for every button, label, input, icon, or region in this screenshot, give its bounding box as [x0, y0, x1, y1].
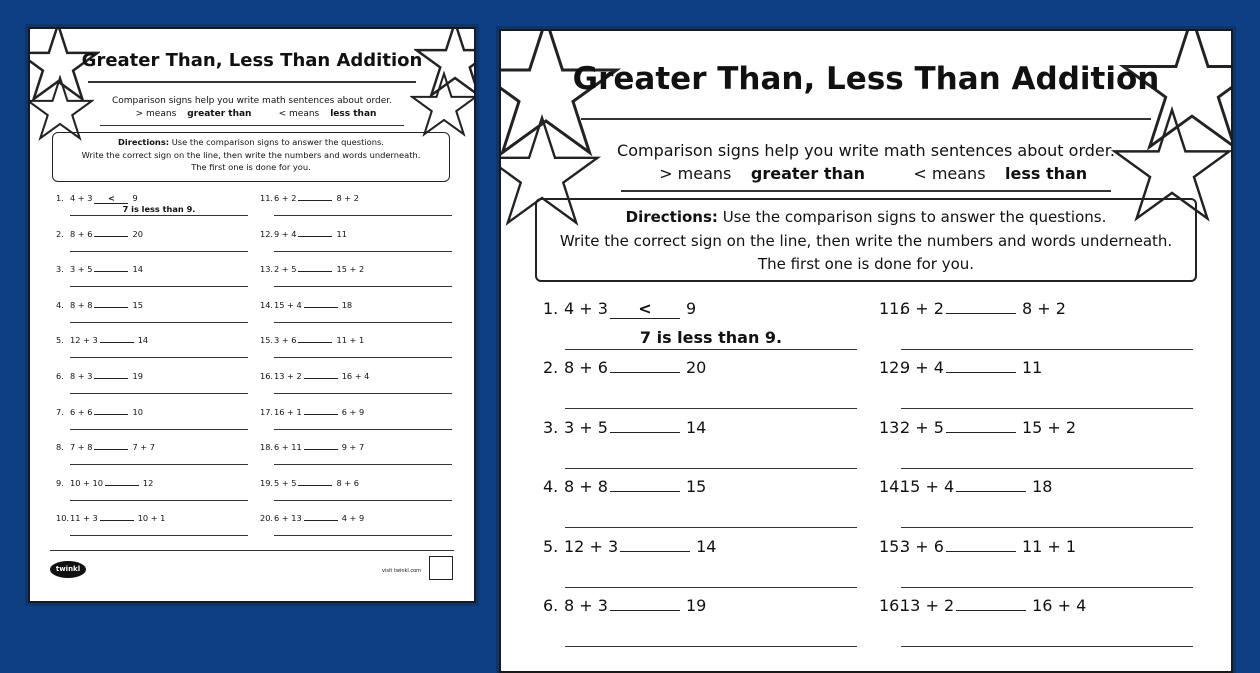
right-expression: 16 + 4 [341, 371, 370, 381]
left-expression: 11 + 3 [70, 513, 98, 524]
right-expression: 10 [132, 406, 143, 417]
question-7 [56, 407, 143, 417]
right-expression: 8 + 2 [336, 193, 359, 203]
left-expression: 6 + 6 [70, 406, 93, 417]
question-number: 14. [879, 477, 905, 497]
answer-line[interactable] [565, 349, 857, 350]
left-expression: 3 + 5 [564, 417, 608, 437]
left-expression: 15 + 4 [900, 477, 955, 497]
intro-text: Comparison signs help you write math sentences about order. > means greater than < means less than [111, 96, 393, 119]
question-13 [879, 418, 1076, 437]
left-expression: 8 + 3 [564, 596, 608, 615]
sign-blank[interactable] [610, 610, 680, 611]
left-expression: 2 + 5 [900, 417, 944, 437]
sign-blank[interactable] [94, 307, 128, 308]
right-expression: 20 [685, 358, 707, 378]
left-expression: 6 + 2 [900, 299, 944, 318]
sign-blank[interactable] [610, 491, 680, 492]
question-number: 1. [543, 299, 559, 318]
answer-line[interactable] [274, 500, 452, 501]
answer-line[interactable] [565, 408, 857, 409]
question-15 [260, 335, 364, 345]
question-number: 1. [56, 193, 64, 203]
sign-blank[interactable] [105, 485, 139, 486]
right-expression: 14 [696, 536, 717, 556]
question-16 [260, 371, 369, 381]
footer-url: visit twinkl.com [382, 568, 422, 574]
answer-line[interactable] [70, 215, 248, 216]
answer-line[interactable] [901, 587, 1193, 588]
sign-blank[interactable] [956, 491, 1026, 492]
sign-blank[interactable]: < [94, 193, 128, 204]
right-expression: 14 [685, 417, 707, 437]
left-expression: 3 + 6 [900, 536, 944, 556]
question-9 [56, 478, 153, 488]
directions-box: Directions: Use the comparison signs to answer the questions. Write the correct sign on the line, then write the numbers and words underneath. The first one is done for you. [535, 198, 1197, 282]
question-6 [56, 371, 143, 381]
question-number: 20. [260, 513, 274, 524]
right-expression: 9 + 7 [341, 442, 365, 453]
question-number: 11. [260, 193, 274, 203]
answer-line[interactable] [274, 215, 452, 216]
left-expression: 12 + 3 [564, 536, 619, 556]
question-14 [260, 300, 352, 310]
left-expression: 9 + 4 [274, 228, 297, 239]
answer-line[interactable] [70, 464, 248, 465]
page-title: Greater Than, Less Than Addition [81, 50, 423, 71]
sign-blank[interactable] [610, 432, 680, 433]
divider [100, 125, 404, 126]
left-expression: 8 + 8 [564, 477, 608, 497]
answer-line[interactable] [565, 468, 857, 469]
worksheet-zoomed [499, 29, 1233, 673]
question-15 [879, 537, 1076, 556]
answer-line[interactable] [901, 527, 1193, 528]
sign-blank[interactable] [946, 432, 1016, 433]
sign-blank[interactable] [298, 485, 332, 486]
sign-blank[interactable] [304, 520, 338, 521]
sign-blank[interactable] [956, 610, 1026, 611]
question-number: 3. [543, 417, 559, 437]
divider [581, 118, 1151, 120]
question-number: 15. [879, 536, 905, 556]
question-13 [260, 264, 364, 274]
question-number: 8. [56, 442, 64, 453]
right-expression: 18 [1032, 477, 1053, 497]
left-expression: 6 + 11 [274, 442, 302, 453]
right-expression: 15 [685, 477, 707, 497]
answer-line[interactable] [70, 322, 248, 323]
right-expression: 10 + 1 [137, 513, 166, 524]
left-expression: 6 + 2 [274, 193, 297, 203]
question-number: 18. [260, 442, 274, 453]
left-expression: 6 + 13 [274, 513, 302, 524]
sign-blank[interactable] [94, 449, 128, 450]
question-17 [260, 407, 364, 417]
divider [88, 81, 416, 83]
sign-blank[interactable] [304, 307, 338, 308]
sign-blank[interactable] [946, 551, 1016, 552]
question-11 [879, 299, 1066, 318]
question-number: 10. [56, 513, 70, 524]
answer-line[interactable] [70, 286, 248, 287]
left-expression: 13 + 2 [274, 371, 302, 381]
right-expression: 19 [685, 596, 707, 615]
question-number: 2. [543, 358, 559, 378]
right-expression: 15 + 2 [336, 264, 365, 275]
right-expression: 15 [132, 299, 143, 310]
question-number: 6. [56, 371, 64, 381]
answer-line[interactable] [565, 587, 857, 588]
sign-blank[interactable] [304, 414, 338, 415]
right-expression: 14 [137, 335, 149, 346]
right-expression: 11 + 1 [336, 335, 365, 346]
example-answer: 7 is less than 9. [122, 204, 196, 214]
sign-blank[interactable] [298, 342, 332, 343]
right-expression: 14 [132, 264, 143, 275]
question-3 [56, 264, 143, 274]
answer-line[interactable] [901, 468, 1193, 469]
question-number: 2. [56, 228, 64, 239]
question-14 [879, 477, 1052, 496]
sign-blank[interactable] [298, 200, 332, 201]
left-expression: 13 + 2 [900, 596, 955, 615]
left-expression: 7 + 8 [70, 442, 93, 453]
sign-blank[interactable] [94, 271, 128, 272]
question-number: 3. [56, 264, 64, 275]
answer-line[interactable] [274, 357, 452, 358]
question-number: 4. [56, 299, 64, 310]
right-expression: 18 [341, 299, 353, 310]
sign-blank[interactable] [610, 372, 680, 373]
left-expression: 5 + 5 [274, 477, 297, 488]
twinkl-logo: twinkl [50, 561, 86, 578]
left-expression: 4 + 3 [70, 193, 93, 203]
question-4 [543, 477, 706, 496]
sign-blank[interactable] [100, 342, 134, 343]
worksheet-thumbnail [28, 27, 476, 603]
answer-line[interactable] [70, 500, 248, 501]
sign-blank[interactable]: < [610, 299, 680, 319]
question-number: 6. [543, 596, 559, 615]
question-number: 7. [56, 406, 64, 417]
question-10 [56, 513, 165, 523]
question-number: 19. [260, 477, 274, 488]
question-5 [56, 335, 148, 345]
right-expression: 8 + 6 [336, 477, 359, 488]
answer-line[interactable] [70, 251, 248, 252]
right-expression: 7 + 7 [132, 442, 155, 453]
answer-line[interactable] [70, 357, 248, 358]
right-expression: 8 + 2 [1021, 299, 1066, 318]
question-20 [260, 513, 364, 523]
question-2 [56, 229, 143, 239]
question-1 [543, 299, 696, 319]
answer-line[interactable] [565, 527, 857, 528]
divider [50, 550, 454, 551]
sign-blank[interactable] [946, 372, 1016, 373]
left-expression: 2 + 5 [274, 264, 297, 275]
question-11 [260, 193, 359, 203]
question-number: 17. [260, 406, 274, 417]
left-expression: 8 + 3 [70, 371, 93, 381]
answer-line[interactable] [70, 393, 248, 394]
right-expression: 15 + 2 [1021, 417, 1077, 437]
intro-text: Comparison signs help you write math sentences about order. > means greater than < means less than [617, 141, 1115, 183]
answer-line[interactable] [274, 429, 452, 430]
left-expression: 4 + 3 [564, 299, 608, 318]
sign-blank[interactable] [298, 271, 332, 272]
answer-line[interactable] [274, 322, 452, 323]
sign-blank[interactable] [304, 378, 338, 379]
sign-blank[interactable] [100, 520, 134, 521]
question-number: 5. [543, 536, 559, 556]
question-number: 13. [879, 417, 905, 437]
question-number: 4. [543, 477, 559, 497]
right-expression: 19 [132, 371, 143, 381]
question-number: 11. [879, 299, 905, 318]
answer-line[interactable] [901, 646, 1193, 647]
answer-line[interactable] [70, 535, 248, 536]
question-16 [879, 596, 1086, 615]
question-12 [879, 358, 1042, 377]
question-number: 13. [260, 264, 274, 275]
right-expression: 6 + 9 [341, 406, 365, 417]
directions-box: Directions: Use the comparison signs to answer the questions. Write the correct sign on the line, then write the numbers and words underneath. The first one is done for you. [52, 132, 450, 182]
question-number: 5. [56, 335, 64, 346]
left-expression: 16 + 1 [274, 406, 302, 417]
badge-icon [429, 556, 453, 580]
right-expression: 20 [132, 228, 143, 239]
right-expression: 9 [132, 193, 138, 203]
question-18 [260, 442, 364, 452]
right-expression: 9 [685, 299, 697, 318]
right-expression: 11 [336, 228, 347, 239]
right-expression: 11 [1021, 358, 1043, 378]
answer-line[interactable] [274, 286, 452, 287]
question-number: 15. [260, 335, 274, 346]
left-expression: 9 + 4 [900, 358, 944, 378]
sign-blank[interactable] [298, 236, 332, 237]
example-answer: 7 is less than 9. [639, 328, 783, 347]
question-number: 14. [260, 299, 274, 310]
left-expression: 8 + 6 [564, 358, 608, 378]
right-expression: 11 + 1 [1021, 536, 1077, 556]
divider [621, 190, 1111, 192]
question-number: 9. [56, 477, 64, 488]
sign-blank[interactable] [304, 449, 338, 450]
question-8 [56, 442, 155, 452]
page-title: Greater Than, Less Than Addition [572, 61, 1160, 97]
right-expression: 4 + 9 [341, 513, 365, 524]
question-number: 16. [260, 371, 274, 381]
answer-line[interactable] [274, 251, 452, 252]
left-expression: 10 + 10 [70, 477, 103, 488]
right-expression: 12 [142, 477, 154, 488]
question-5 [543, 537, 716, 556]
left-expression: 15 + 4 [274, 299, 302, 310]
left-expression: 12 + 3 [70, 335, 98, 346]
right-expression: 16 + 4 [1032, 596, 1087, 615]
answer-line[interactable] [565, 646, 857, 647]
sign-blank[interactable] [620, 551, 690, 552]
answer-line[interactable] [901, 408, 1193, 409]
answer-line[interactable] [274, 393, 452, 394]
question-number: 12. [879, 358, 905, 378]
question-3 [543, 418, 706, 437]
left-expression: 3 + 5 [70, 264, 93, 275]
question-12 [260, 229, 347, 239]
left-expression: 8 + 6 [70, 228, 93, 239]
question-19 [260, 478, 359, 488]
left-expression: 8 + 8 [70, 299, 93, 310]
sign-blank[interactable] [94, 378, 128, 379]
question-6 [543, 596, 706, 615]
answer-line[interactable] [901, 349, 1193, 350]
question-number: 12. [260, 228, 274, 239]
question-4 [56, 300, 143, 310]
answer-line[interactable] [70, 429, 248, 430]
question-2 [543, 358, 706, 377]
question-1 [56, 193, 138, 204]
answer-line[interactable] [274, 535, 452, 536]
sign-blank[interactable] [946, 313, 1016, 314]
sign-blank[interactable] [94, 236, 128, 237]
answer-line[interactable] [274, 464, 452, 465]
question-number: 16. [879, 596, 905, 615]
sign-blank[interactable] [94, 414, 128, 415]
left-expression: 3 + 6 [274, 335, 297, 346]
